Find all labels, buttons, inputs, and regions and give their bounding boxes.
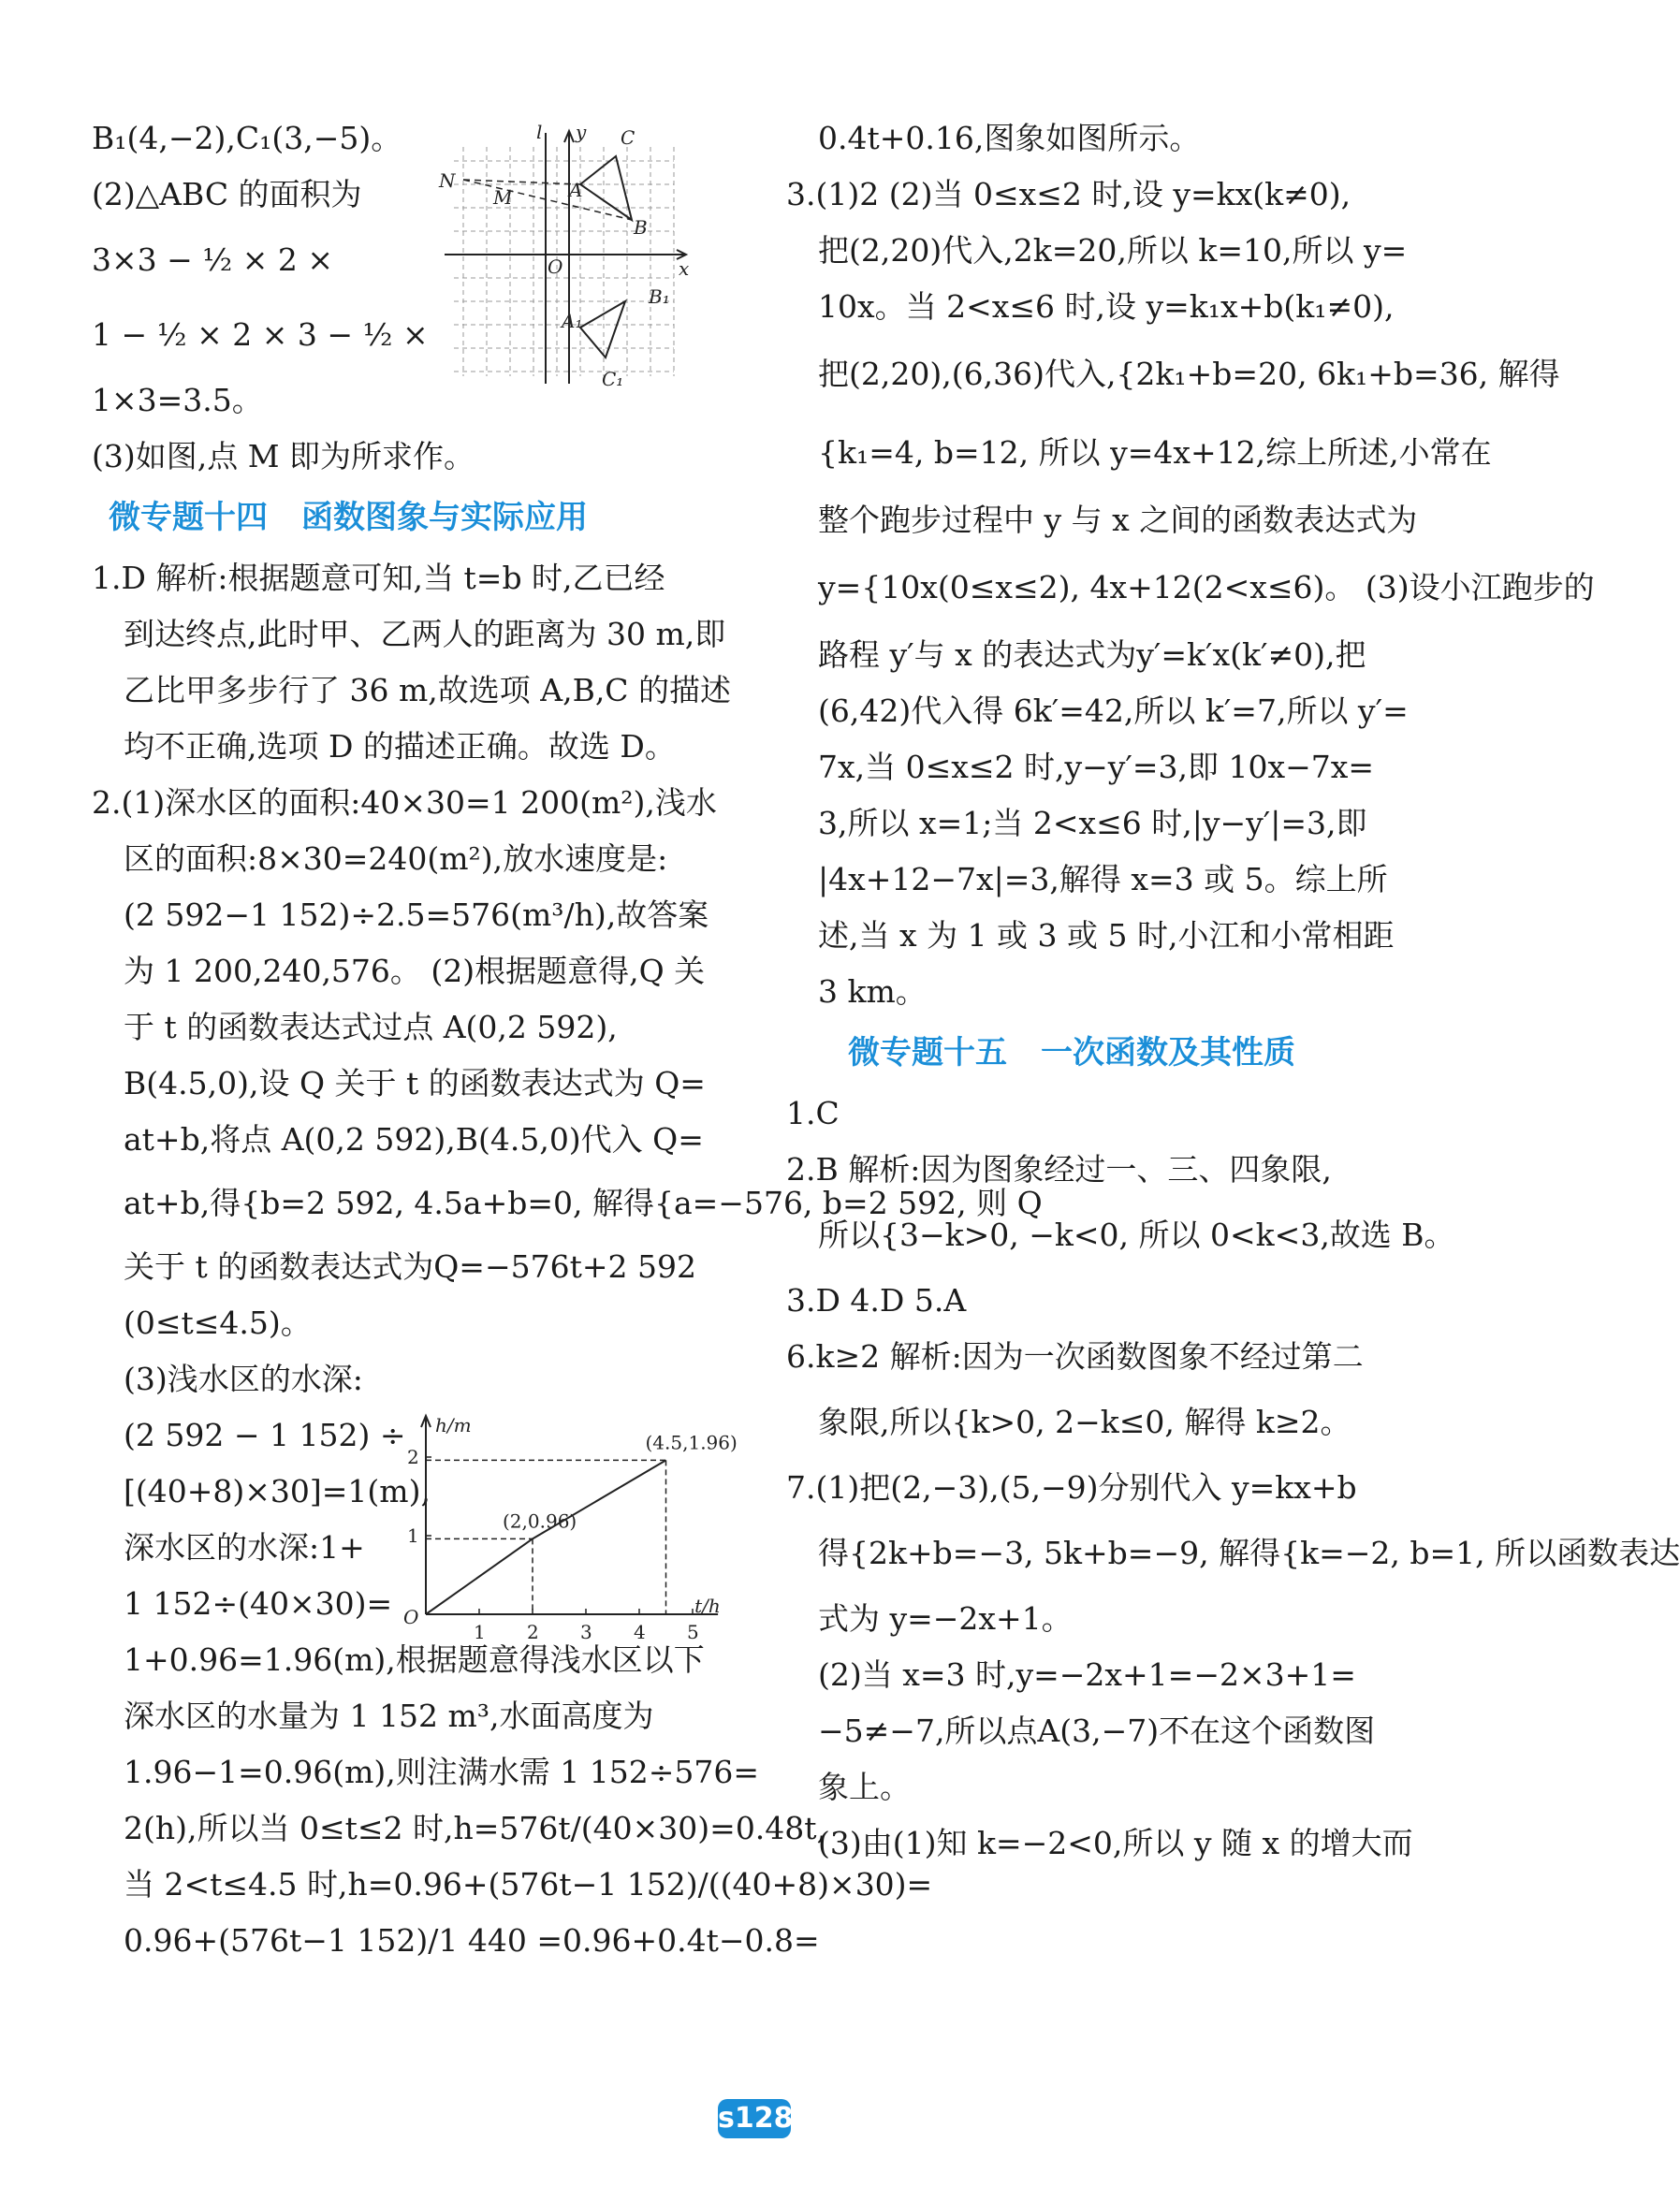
x-tick-label: 4: [634, 1621, 646, 1643]
answer-line: 7.(1)把(2,−3),(5,−9)分别代入 y=kx+b: [786, 1469, 1357, 1506]
q2-line: 深水区的水深:1+: [124, 1529, 365, 1566]
fig-label: O: [548, 255, 563, 278]
answer-line: 0.4t+0.16,图象如图所示。: [818, 120, 1201, 156]
answer-line: 2.B 解析:因为图象经过一、三、四象限,: [786, 1151, 1332, 1188]
point-label: (4.5,1.96): [645, 1431, 738, 1454]
fig-label: A: [569, 179, 583, 201]
series-line: [426, 1460, 666, 1614]
answer-line: 述,当 x 为 1 或 3 或 5 时,小江和小常相距: [818, 917, 1395, 954]
answer-line: 得{2k+b=−3, 5k+b=−9, 解得{k=−2, b=1, 所以函数表达: [818, 1535, 1680, 1571]
y-axis-label: h/m: [435, 1414, 472, 1436]
section-title: 一次函数及其性质: [1041, 1034, 1295, 1072]
answer-line: B₁(4,−2),C₁(3,−5)。: [92, 120, 402, 156]
section-heading-15: [786, 1020, 1415, 1086]
answer-line: 6.k≥2 解析:因为一次函数图象不经过第二: [786, 1338, 1364, 1375]
x-axis-label: t/h: [694, 1595, 721, 1617]
fig-label: A₁: [562, 310, 583, 332]
x-tick-label: 3: [580, 1621, 592, 1643]
answer-line: 把(2,20),(6,36)代入,{2k₁+b=20, 6k₁+b=36, 解得: [818, 356, 1560, 392]
fig-label: l: [536, 121, 543, 143]
answer-line: 3.(1)2 (2)当 0≤x≤2 时,设 y=kx(k≠0),: [786, 176, 1351, 212]
answer-line: 3,所以 x=1;当 2<x≤6 时,|y−y′|=3,即: [818, 805, 1367, 841]
point-label: (2,0.96): [503, 1509, 577, 1533]
answer-line: (2)△ABC 的面积为: [92, 176, 362, 212]
q2-line: 1.96−1=0.96(m),则注满水需 1 152÷576=: [124, 1754, 760, 1790]
q2-line: 0.96+(576t−1 152)/1 440 =0.96+0.4t−0.8=: [124, 1922, 820, 1959]
answer-line: 7x,当 0≤x≤2 时,y−y′=3,即 10x−7x=: [818, 749, 1375, 785]
q2-line: at+b,将点 A(0,2 592),B(4.5,0)代入 Q=: [124, 1121, 704, 1158]
q2-line: (3)浅水区的水深:: [124, 1361, 363, 1397]
answer-line: 1.C: [786, 1095, 840, 1131]
answer-line: y={10x(0≤x≤2), 4x+12(2<x≤6)。 (3)设小江跑步的: [818, 569, 1595, 605]
q1-line: 乙比甲多步行了 36 m,故选项 A,B,C 的描述: [124, 672, 732, 708]
answer-line: 把(2,20)代入,2k=20,所以 k=10,所以 y=: [818, 232, 1408, 269]
origin-label: O: [403, 1606, 419, 1628]
fig-label: C₁: [602, 368, 624, 390]
q2-line: at+b,得{b=2 592, 4.5a+b=0, 解得{a=−576, b=2 592, 则 Q: [124, 1185, 1043, 1221]
q2-line: 1 152÷(40×30)=: [124, 1585, 393, 1622]
q2-line: 1+0.96=1.96(m),根据题意得浅水区以下: [124, 1641, 705, 1678]
answer-line: 10x。当 2<x≤6 时,设 y=k₁x+b(k₁≠0),: [818, 288, 1395, 325]
fig-label: N: [439, 169, 456, 192]
answer-line: 所以{3−k>0, −k<0, 所以 0<k<3,故选 B。: [818, 1217, 1455, 1253]
answer-line: 象限,所以{k>0, 2−k≤0, 解得 k≥2。: [818, 1404, 1351, 1440]
answer-line: 整个跑步过程中 y 与 x 之间的函数表达式为: [818, 502, 1418, 538]
y-tick-label: 1: [407, 1524, 419, 1547]
section-number: 微专题十五: [848, 1034, 1007, 1072]
fig-label: C: [621, 126, 635, 149]
q2-line: (0≤t≤4.5)。: [124, 1305, 312, 1341]
fig-label: y: [576, 121, 587, 143]
answer-line: {k₁=4, b=12, 所以 y=4x+12,综上所述,小常在: [818, 434, 1492, 471]
section-number: 微专题十四: [109, 499, 268, 536]
answer-line: |4x+12−7x|=3,解得 x=3 或 5。综上所: [818, 861, 1388, 897]
section-title: 函数图象与实际应用: [301, 499, 588, 536]
q2-line: 于 t 的函数表达式过点 A(0,2 592),: [124, 1009, 618, 1045]
q2-line: [(40+8)×30]=1(m),: [124, 1473, 431, 1509]
right-column: [786, 110, 1680, 1872]
answer-line: 3×3 − ½ × 2 ×: [92, 241, 334, 278]
answer-line: 象上。: [818, 1769, 911, 1805]
q2-line: 关于 t 的函数表达式为Q=−576t+2 592: [124, 1248, 696, 1285]
fig-label: x: [679, 257, 690, 280]
q2-line: 区的面积:8×30=240(m²),放水速度是:: [124, 840, 668, 877]
answer-line: −5≠−7,所以点A(3,−7)不在这个函数图: [818, 1713, 1376, 1749]
answer-line: 3 km。: [818, 973, 927, 1010]
answer-line: 1 − ½ × 2 × 3 − ½ ×: [92, 316, 429, 353]
x-tick-label: 5: [687, 1621, 699, 1643]
coordinate-grid-figure: [435, 121, 693, 395]
answer-line: 路程 y′与 x 的表达式为y′=k′x(k′≠0),把: [818, 636, 1366, 673]
x-tick-label: 1: [474, 1621, 486, 1643]
fig-label: B: [634, 216, 648, 239]
q2-line: 为 1 200,240,576。 (2)根据题意得,Q 关: [124, 953, 706, 989]
fig-label: B₁: [649, 285, 670, 308]
answer-line: (6,42)代入得 6k′=42,所以 k′=7,所以 y′=: [818, 693, 1409, 729]
answer-line: (3)由(1)知 k=−2<0,所以 y 随 x 的增大而: [818, 1825, 1413, 1861]
q2-line: B(4.5,0),设 Q 关于 t 的函数表达式为 Q=: [124, 1065, 706, 1101]
answer-line: (3)如图,点 M 即为所求作。: [92, 438, 475, 474]
q1-line: 均不正确,选项 D 的描述正确。故选 D。: [124, 728, 676, 765]
q1-line: 到达终点,此时甲、乙两人的距离为 30 m,即: [124, 616, 726, 652]
page-number: s128: [718, 2099, 791, 2138]
q1-line: 1.D 解析:根据题意可知,当 t=b 时,乙已经: [92, 560, 665, 596]
q2-line: (2 592−1 152)÷2.5=576(m³/h),故答案: [124, 897, 709, 933]
answer-line: 3.D 4.D 5.A: [786, 1282, 967, 1319]
q2-line: 当 2<t≤4.5 时,h=0.96+(576t−1 152)/((40+8)×30)=: [124, 1866, 933, 1903]
q2-line: 2.(1)深水区的面积:40×30=1 200(m²),浅水: [92, 784, 717, 821]
q2-line: 2(h),所以当 0≤t≤2 时,h=576t/(40×30)=0.48t,: [124, 1810, 827, 1846]
answer-line: (2)当 x=3 时,y=−2x+1=−2×3+1=: [818, 1656, 1356, 1693]
fig-label: M: [493, 186, 513, 209]
x-tick-label: 2: [527, 1621, 539, 1643]
water-depth-chart: [388, 1408, 738, 1643]
answer-line: 1×3=3.5。: [92, 382, 263, 418]
answer-line: 式为 y=−2x+1。: [818, 1600, 1073, 1637]
y-tick-label: 2: [407, 1446, 419, 1468]
section-heading-14: [92, 485, 709, 550]
q2-line: (2 592 − 1 152) ÷: [124, 1417, 406, 1453]
q2-line: 深水区的水量为 1 152 m³,水面高度为: [124, 1698, 654, 1734]
